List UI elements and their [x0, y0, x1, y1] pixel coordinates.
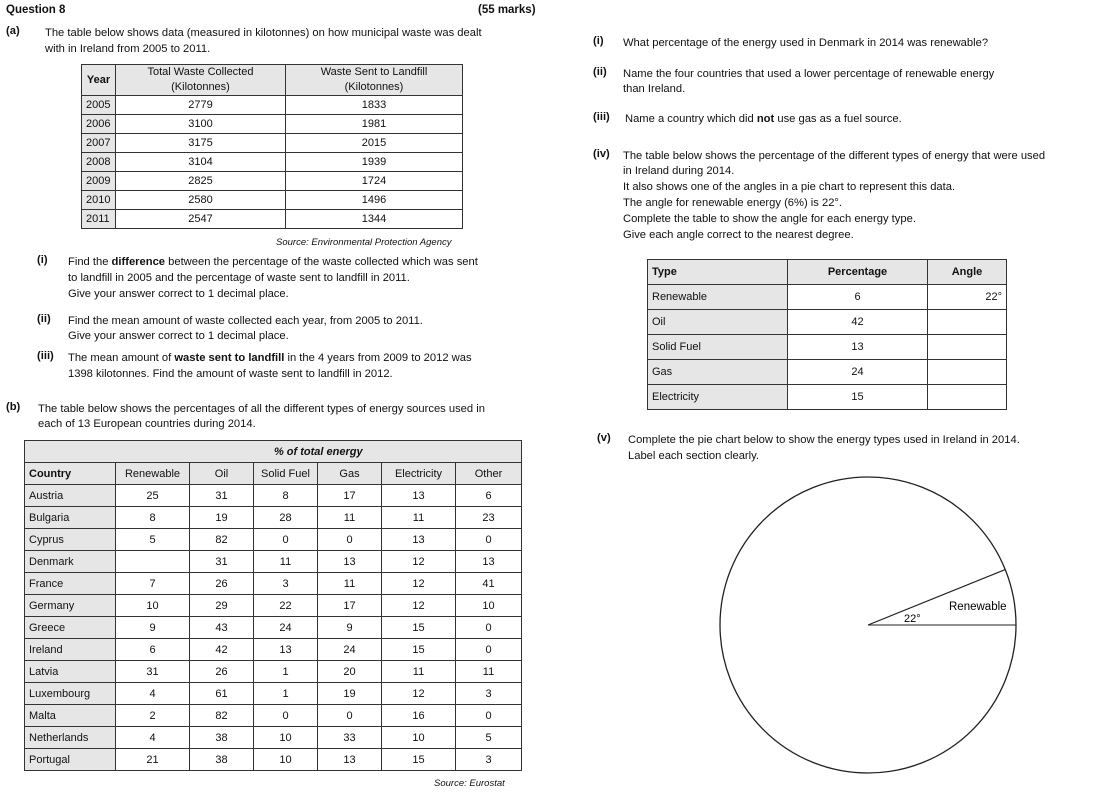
electricity-cell: 13 [382, 485, 456, 507]
year-cell: 2006 [82, 115, 116, 134]
percentage-cell: 24 [788, 360, 928, 385]
collected-cell: 3100 [116, 115, 286, 134]
table-row [648, 285, 1007, 310]
a-ii-line2: Give your answer correct to 1 decimal place. [68, 330, 289, 342]
renewable-cell: 7 [116, 573, 190, 595]
r-v-label: (v) [597, 432, 611, 444]
gas-cell: 13 [318, 749, 382, 771]
collected-cell: 2580 [116, 191, 286, 210]
angle-cell[interactable]: 22° [928, 285, 1007, 310]
gas-cell: 13 [318, 551, 382, 573]
energy-super-header: % of total energy [116, 441, 522, 463]
oil-cell: 38 [190, 749, 254, 771]
r-ii-label: (ii) [593, 66, 607, 78]
a-ii-line1: Find the mean amount of waste collected each year, from 2005 to 2011. [68, 315, 423, 327]
country-cell: Netherlands [25, 727, 116, 749]
table-row [25, 551, 522, 573]
renewable-cell: 8 [116, 507, 190, 529]
collected-cell: 2779 [116, 96, 286, 115]
oil-cell: 38 [190, 727, 254, 749]
solid-fuel-cell: 28 [254, 507, 318, 529]
renewable-cell: 31 [116, 661, 190, 683]
country-cell: Portugal [25, 749, 116, 771]
r-iv-line6: Give each angle correct to the nearest degree. [623, 229, 854, 241]
oil-cell: 42 [190, 639, 254, 661]
renewable-cell: 6 [116, 639, 190, 661]
r-iv-line5: Complete the table to show the angle for each energy type. [623, 213, 916, 225]
collected-cell: 3175 [116, 134, 286, 153]
part-a-intro-line1: The table below shows data (measured in kilotonnes) on how municipal waste was dealt [45, 27, 482, 39]
gas-cell: 11 [318, 573, 382, 595]
other-cell: 5 [456, 727, 522, 749]
renewable-cell: 9 [116, 617, 190, 639]
gas-cell: 0 [318, 529, 382, 551]
a-i-line1: Find the difference between the percentage of the waste collected which was sent [68, 256, 478, 268]
gas-cell: 33 [318, 727, 382, 749]
oil-cell: 82 [190, 529, 254, 551]
pie-chart[interactable] [700, 470, 1030, 790]
a-i-line3: Give your answer correct to 1 decimal place. [68, 288, 289, 300]
collected-cell: 3104 [116, 153, 286, 172]
electricity-cell: 15 [382, 617, 456, 639]
other-cell: 13 [456, 551, 522, 573]
part-b-intro-line1: The table below shows the percentages of all the different types of energy sources used in [38, 403, 485, 415]
gas-cell: 19 [318, 683, 382, 705]
other-cell: 41 [456, 573, 522, 595]
solid-fuel-cell: 1 [254, 661, 318, 683]
part-b-label: (b) [6, 401, 21, 413]
year-cell: 2007 [82, 134, 116, 153]
solid-fuel-cell: 0 [254, 529, 318, 551]
solid-fuel-cell: 13 [254, 639, 318, 661]
other-cell: 0 [456, 617, 522, 639]
angle-cell[interactable] [928, 310, 1007, 335]
r-v-line1: Complete the pie chart below to show the energy types used in Ireland in 2014. [628, 434, 1020, 446]
electricity-cell: 15 [382, 639, 456, 661]
type-cell: Renewable [648, 285, 788, 310]
oil-cell: 26 [190, 661, 254, 683]
collected-cell: 2825 [116, 172, 286, 191]
electricity-cell: 12 [382, 551, 456, 573]
waste-source: Source: Environmental Protection Agency [276, 237, 452, 248]
table-row [25, 573, 522, 595]
other-cell: 3 [456, 749, 522, 771]
solid-fuel-cell: 1 [254, 683, 318, 705]
r-i-label: (i) [593, 35, 604, 47]
r-iv-label: (iv) [593, 148, 610, 160]
year-cell: 2008 [82, 153, 116, 172]
ireland-energy-table [647, 259, 1007, 410]
landfill-cell: 2015 [286, 134, 463, 153]
electricity-cell: 12 [382, 573, 456, 595]
table-row [82, 210, 463, 229]
solid-fuel-cell: 8 [254, 485, 318, 507]
other-cell: 3 [456, 683, 522, 705]
gas-cell: 9 [318, 617, 382, 639]
energy-header-blank [25, 441, 116, 463]
electricity-cell: 12 [382, 683, 456, 705]
country-cell: Austria [25, 485, 116, 507]
solid-fuel-cell: 22 [254, 595, 318, 617]
gas-cell: 11 [318, 507, 382, 529]
table-row [82, 96, 463, 115]
table-row [25, 485, 522, 507]
a-iii-line2: 1398 kilotonnes. Find the amount of waste sent to landfill in 2012. [68, 368, 393, 380]
energy-header-other: Other [456, 463, 522, 485]
angle-cell[interactable] [928, 335, 1007, 360]
country-cell: France [25, 573, 116, 595]
energy-table [24, 440, 522, 771]
oil-cell: 61 [190, 683, 254, 705]
collected-cell: 2547 [116, 210, 286, 229]
table-row [648, 385, 1007, 410]
landfill-cell: 1939 [286, 153, 463, 172]
type-cell: Oil [648, 310, 788, 335]
ireland-header-percentage: Percentage [788, 260, 928, 285]
table-row [648, 310, 1007, 335]
landfill-cell: 1833 [286, 96, 463, 115]
table-row [25, 683, 522, 705]
energy-header-oil: Oil [190, 463, 254, 485]
r-iv-line2: in Ireland during 2014. [623, 165, 735, 177]
renewable-cell: 25 [116, 485, 190, 507]
angle-cell[interactable] [928, 360, 1007, 385]
table-row [25, 507, 522, 529]
renewable-cell: 4 [116, 727, 190, 749]
table-row [25, 727, 522, 749]
part-a-label: (a) [6, 25, 20, 37]
renewable-cell: 10 [116, 595, 190, 617]
percentage-cell: 13 [788, 335, 928, 360]
table-row [25, 639, 522, 661]
other-cell: 0 [456, 529, 522, 551]
table-row [25, 661, 522, 683]
renewable-cell: 4 [116, 683, 190, 705]
table-row [82, 134, 463, 153]
table-row [82, 191, 463, 210]
other-cell: 0 [456, 639, 522, 661]
a-iii-line1: The mean amount of waste sent to landfill in the 4 years from 2009 to 2012 was [68, 352, 472, 364]
oil-cell: 31 [190, 485, 254, 507]
gas-cell: 24 [318, 639, 382, 661]
year-cell: 2010 [82, 191, 116, 210]
waste-table [81, 64, 463, 229]
table-row [82, 172, 463, 191]
electricity-cell: 13 [382, 529, 456, 551]
r-iii-text: Name a country which did not use gas as a fuel source. [625, 113, 902, 125]
r-iii-label: (iii) [593, 111, 610, 123]
gas-cell: 17 [318, 485, 382, 507]
oil-cell: 31 [190, 551, 254, 573]
renewable-cell[interactable] [116, 551, 190, 573]
landfill-cell: 1344 [286, 210, 463, 229]
other-cell: 23 [456, 507, 522, 529]
oil-cell: 82 [190, 705, 254, 727]
gas-cell: 0 [318, 705, 382, 727]
waste-header-year: Year [82, 65, 116, 96]
country-cell: Germany [25, 595, 116, 617]
renewable-cell: 21 [116, 749, 190, 771]
percentage-cell: 6 [788, 285, 928, 310]
electricity-cell: 16 [382, 705, 456, 727]
electricity-cell: 12 [382, 595, 456, 617]
table-row [648, 335, 1007, 360]
a-ii-label: (ii) [37, 313, 51, 325]
table-row [25, 595, 522, 617]
table-row [25, 749, 522, 771]
a-i-line2: to landfill in 2005 and the percentage of waste sent to landfill in 2011. [68, 272, 410, 284]
pie-section-label-renewable: Renewable [949, 601, 1007, 613]
gas-cell: 17 [318, 595, 382, 617]
energy-source: Source: Eurostat [434, 778, 505, 789]
waste-header-landfill: Waste Sent to Landfill (Kilotonnes) [286, 65, 463, 96]
percentage-cell: 42 [788, 310, 928, 335]
pie-angle-label: 22° [904, 613, 921, 625]
r-iv-line1: The table below shows the percentage of the different types of energy that were used [623, 150, 1046, 162]
ireland-header-type: Type [648, 260, 788, 285]
table-row [25, 705, 522, 727]
question-marks: (55 marks) [478, 4, 536, 16]
electricity-cell: 11 [382, 507, 456, 529]
solid-fuel-cell: 10 [254, 727, 318, 749]
country-cell: Cyprus [25, 529, 116, 551]
table-row [25, 529, 522, 551]
type-cell: Solid Fuel [648, 335, 788, 360]
solid-fuel-cell: 0 [254, 705, 318, 727]
country-cell: Ireland [25, 639, 116, 661]
r-iv-line3: It also shows one of the angles in a pie chart to represent this data. [623, 181, 956, 193]
landfill-cell: 1981 [286, 115, 463, 134]
landfill-cell: 1724 [286, 172, 463, 191]
r-i-text: What percentage of the energy used in Denmark in 2014 was renewable? [623, 37, 989, 49]
country-cell: Malta [25, 705, 116, 727]
year-cell: 2009 [82, 172, 116, 191]
renewable-cell: 5 [116, 529, 190, 551]
part-b-intro-line2: each of 13 European countries during 2014. [38, 418, 256, 430]
a-i-label: (i) [37, 254, 48, 266]
oil-cell: 26 [190, 573, 254, 595]
a-iii-label: (iii) [37, 350, 54, 362]
energy-header-solid-fuel: Solid Fuel [254, 463, 318, 485]
oil-cell: 19 [190, 507, 254, 529]
oil-cell: 29 [190, 595, 254, 617]
waste-header-collected: Total Waste Collected (Kilotonnes) [116, 65, 286, 96]
table-row [648, 360, 1007, 385]
electricity-cell: 11 [382, 661, 456, 683]
solid-fuel-cell: 3 [254, 573, 318, 595]
other-cell: 10 [456, 595, 522, 617]
energy-header-renewable: Renewable [116, 463, 190, 485]
r-ii-line2: than Ireland. [623, 83, 686, 95]
year-cell: 2011 [82, 210, 116, 229]
ireland-header-angle: Angle [928, 260, 1007, 285]
country-cell: Luxembourg [25, 683, 116, 705]
country-cell: Latvia [25, 661, 116, 683]
country-cell: Greece [25, 617, 116, 639]
percentage-cell: 15 [788, 385, 928, 410]
gas-cell: 20 [318, 661, 382, 683]
landfill-cell: 1496 [286, 191, 463, 210]
r-v-line2: Label each section clearly. [628, 450, 760, 462]
table-row [82, 153, 463, 172]
r-ii-line1: Name the four countries that used a lower percentage of renewable energy [623, 68, 995, 80]
solid-fuel-cell: 10 [254, 749, 318, 771]
r-iv-line4: The angle for renewable energy (6%) is 22°. [623, 197, 843, 209]
solid-fuel-cell: 24 [254, 617, 318, 639]
energy-header-electricity: Electricity [382, 463, 456, 485]
energy-header-country: Country [25, 463, 116, 485]
renewable-cell: 2 [116, 705, 190, 727]
other-cell: 11 [456, 661, 522, 683]
table-row [82, 115, 463, 134]
angle-cell[interactable] [928, 385, 1007, 410]
country-cell: Denmark [25, 551, 116, 573]
question-title: Question 8 [6, 4, 66, 16]
oil-cell: 43 [190, 617, 254, 639]
table-row [25, 617, 522, 639]
solid-fuel-cell: 11 [254, 551, 318, 573]
part-a-intro-line2: with in Ireland from 2005 to 2011. [45, 43, 211, 55]
other-cell: 0 [456, 705, 522, 727]
type-cell: Electricity [648, 385, 788, 410]
year-cell: 2005 [82, 96, 116, 115]
other-cell: 6 [456, 485, 522, 507]
electricity-cell: 15 [382, 749, 456, 771]
energy-header-gas: Gas [318, 463, 382, 485]
type-cell: Gas [648, 360, 788, 385]
country-cell: Bulgaria [25, 507, 116, 529]
electricity-cell: 10 [382, 727, 456, 749]
